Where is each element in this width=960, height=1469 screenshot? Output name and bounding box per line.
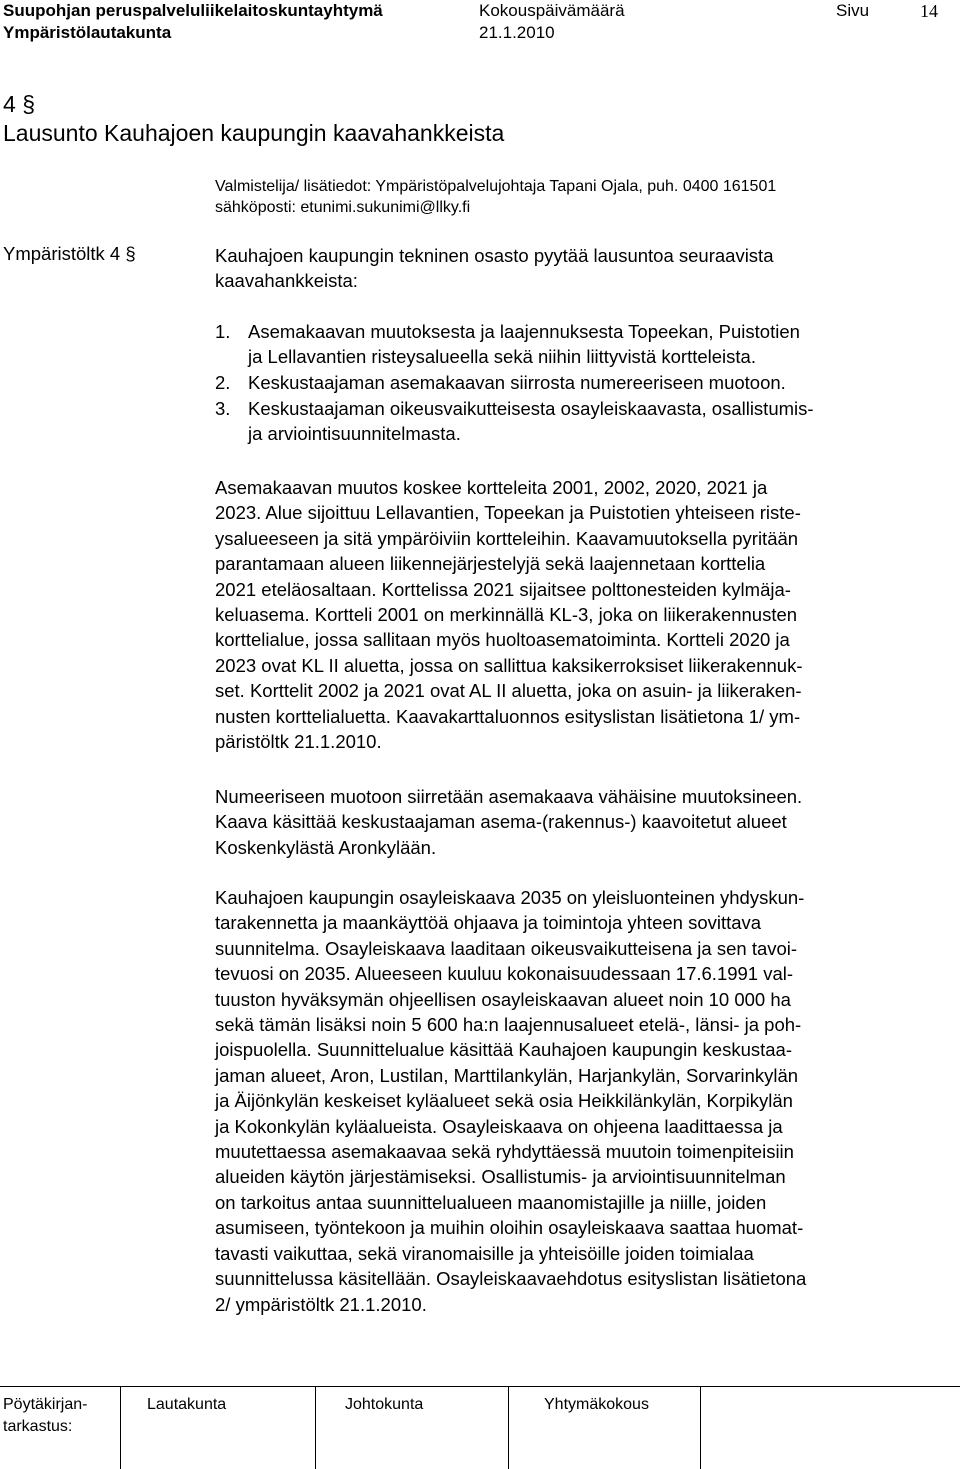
text-line: Kaava käsittää keskustaajaman asema-(rakennus-) kaavoitetut alueet <box>215 811 787 833</box>
list-number: 3. <box>215 398 231 419</box>
footer-divider <box>315 1387 316 1469</box>
intro-paragraph <box>215 243 925 294</box>
footer-review-line: Pöytäkirjan- <box>3 1396 88 1413</box>
text-line: set. Korttelit 2002 ja 2021 ovat AL II aluetta, joka on asuin- ja liikeraken- <box>215 680 802 702</box>
text-line: ja Lellavantien risteysalueella sekä niihin liittyvistä kortteleista. <box>248 346 756 368</box>
list-item <box>215 370 786 395</box>
text-line: asumiseen, työntekoon ja muihin oloihin osayleiskaava saattaa huomat- <box>215 1217 804 1239</box>
text-line: alueiden käytön järjestämiseksi. Osallistumis- ja arviointisuunnitelman <box>215 1166 786 1188</box>
text-line: jaman alueet, Aron, Lustilan, Marttilankylän, Harjankylän, Sorvarinkylän <box>215 1064 799 1086</box>
text-line: tevuosi on 2035. Alueeseen kuuluu kokonaisuudessaan 17.6.1991 val- <box>215 963 794 985</box>
header-organization: Suupohjan peruspalveluliikelaitoskuntayhtymä <box>3 1 383 20</box>
text-line: Kauhajoen kaupungin osayleiskaava 2035 on yleisluonteinen yhdyskun- <box>215 887 805 908</box>
text-line: 2023. Alue sijoittuu Lellavantien, Topeekan ja Puistotien yhteiseen riste- <box>215 502 801 524</box>
text-line: sekä tämän lisäksi noin 5 600 ha:n laajennusalueet etelä-, länsi- ja poh- <box>215 1014 802 1036</box>
text-line: Asemakaavan muutoksesta ja laajennuksesta Topeekan, Puistotien <box>248 321 800 342</box>
text-line: keluasema. Kortteli 2001 on merkinnällä KL-3, joka on liikerakennusten <box>215 604 798 626</box>
paragraph <box>215 475 925 754</box>
text-line: suunnitelma. Osayleiskaava laaditaan oikeusvaikutteisena ja sen tavoi- <box>215 937 798 959</box>
footer-review-line: tarkastus: <box>3 1418 73 1435</box>
footer-board-label: Johtokunta <box>345 1396 424 1413</box>
text-line: 2021 eteläosaltaan. Korttelissa 2021 sijaitsee polttonesteiden kylmäja- <box>215 578 791 600</box>
reference-section-sign: § <box>125 243 136 264</box>
text-line: muutettaessa asemakaavaa sekä ryhdyttäessä muutoin toimenpiteisiin <box>215 1141 794 1163</box>
text-line: nusten korttelialuetta. Kaavakarttaluonnos esityslistan lisätietona 1/ ym- <box>215 705 801 727</box>
footer-divider <box>508 1387 509 1469</box>
text-line: Asemakaavan muutos koskee kortteleita 2001, 2002, 2020, 2021 ja <box>215 477 768 498</box>
preparer-email: sähköposti: etunimi.sukunimi@llky.fi <box>215 199 471 216</box>
text-line: ja arviointisuunnitelmasta. <box>248 423 461 445</box>
text-line: Kauhajoen kaupungin tekninen osasto pyytää lausuntoa seuraavista <box>215 245 774 266</box>
text-line: kaavahankkeista: <box>215 270 358 292</box>
footer-committee-label: Lautakunta <box>147 1396 227 1413</box>
section-number: 4 <box>3 91 16 117</box>
reference-label <box>3 243 136 265</box>
header-page-label: Sivu <box>836 1 870 20</box>
section-sign: § <box>22 91 35 117</box>
header-meeting-date-label: Kokouspäivämäärä <box>479 1 625 20</box>
text-line: ja Kokonkylän kyläalueista. Osayleiskaava on ohjeena laadittaessa ja <box>215 1115 783 1137</box>
footer-review-label <box>3 1394 87 1438</box>
header-meeting-date: 21.1.2010 <box>479 23 555 42</box>
text-line: on tarkoitus antaa suunnittelualueen maanomistajille ja niille, joiden <box>215 1191 767 1213</box>
text-line: Numeeriseen muotoon siirretään asemakaava vähäisine muutoksineen. <box>215 786 803 807</box>
text-line: tavasti vaikuttaa, sekä viranomaisille ja yhteisöille joiden toimialaa <box>215 1242 754 1264</box>
footer-divider <box>120 1387 121 1469</box>
reference-text: Ympäristöltk 4 <box>3 243 121 264</box>
paragraph <box>215 784 925 860</box>
text-line: Koskenkylästä Aronkylään. <box>215 836 437 858</box>
section-number-line <box>3 89 35 119</box>
text-line: joispuolella. Suunnittelualue käsittää Kauhajoen kaupungin keskustaa- <box>215 1039 792 1061</box>
text-line: Keskustaajaman oikeusvaikutteisesta osayleiskaavasta, osallistumis- <box>248 398 814 419</box>
text-line: ja Äijönkylän keskeiset kyläalueet sekä osia Heikkilänkylän, Korpikylän <box>215 1090 793 1112</box>
text-line: 2/ ympäristöltk 21.1.2010. <box>215 1293 427 1315</box>
list-item <box>215 319 800 370</box>
text-line: päristöltk 21.1.2010. <box>215 731 382 753</box>
footer-top-rule <box>0 1386 960 1387</box>
header-committee: Ympäristölautakunta <box>3 23 172 42</box>
text-line: Keskustaajaman asemakaavan siirrosta numereeriseen muotoon. <box>248 372 786 393</box>
list-number: 1. <box>215 321 231 342</box>
footer-assembly-label: Yhtymäkokous <box>544 1396 649 1413</box>
text-line: parantamaan alueen liikennejärjestelyjä sekä laajennetaan korttelia <box>215 553 766 575</box>
text-line: tuuston hyväksymän ohjeellisen osayleiskaavan alueet noin 10 000 ha <box>215 988 791 1010</box>
footer-divider <box>700 1387 701 1469</box>
header-page-number: 14 <box>920 1 938 21</box>
preparer-line: Valmistelija/ lisätiedot: Ympäristöpalvelujohtaja Tapani Ojala, puh. 0400 161501 <box>215 178 777 195</box>
text-line: korttelialue, jossa sallitaan myös huoltoasematoiminta. Kortteli 2020 ja <box>215 629 790 651</box>
list-number: 2. <box>215 372 231 393</box>
paragraph <box>215 885 925 1317</box>
text-line: tarakennetta ja maankäyttöä ohjaava ja toimintoja yhteen sovittava <box>215 912 762 934</box>
text-line: suunnittelussa käsitellään. Osayleiskaavaehdotus esityslistan lisätietona <box>215 1268 807 1290</box>
text-line: 2023 ovat KL II aluetta, jossa on sallittua kaksikerroksiset liikerakennuk- <box>215 654 803 676</box>
section-title: Lausunto Kauhajoen kaupungin kaavahankkeista <box>3 120 505 146</box>
list-item <box>215 396 814 447</box>
text-line: ysalueeseen ja sitä ympäröiviin kortteleihin. Kaavamuutoksella pyritään <box>215 527 799 549</box>
